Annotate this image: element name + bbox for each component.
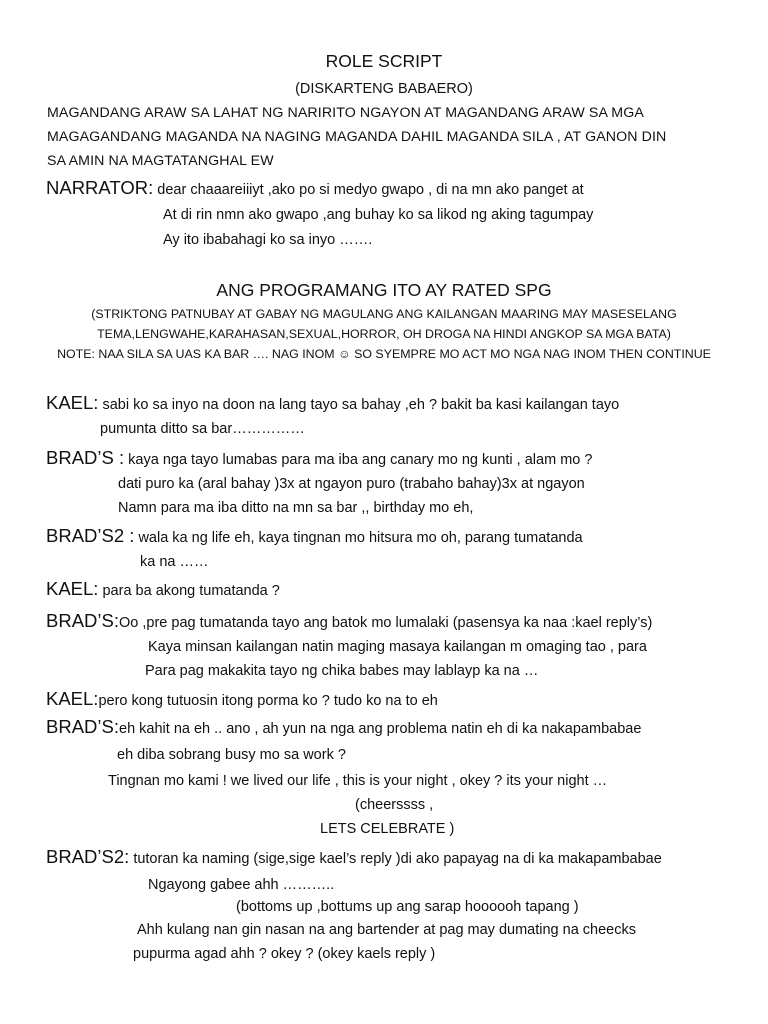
speaker-name: KAEL: (46, 392, 99, 413)
dialogue-line (46, 392, 619, 414)
intro-line-3: SA AMIN NA MAGTATANGHAL EW (47, 153, 274, 169)
dialogue-continuation: Tingnan mo kami ! we lived our life , this is your night , okey ? its your night … (108, 773, 608, 789)
dialogue-line (46, 716, 641, 738)
document-subtitle: (DISKARTENG BABAERO) (295, 81, 473, 97)
dialogue-continuation: eh diba sobrang busy mo sa work ? (117, 747, 346, 763)
dialogue-continuation: Namn para ma iba ditto na mn sa bar ,, birthday mo eh, (118, 500, 474, 516)
dialogue-continuation: Kaya minsan kailangan natin maging masaya kailangan m omaging tao , para (148, 639, 647, 655)
dialogue-text: sabi ko sa inyo na doon na lang tayo sa bahay ,eh ? bakit ba kasi kailangan tayo (102, 397, 620, 413)
stage-direction: (cheerssss , (355, 797, 434, 813)
narrator-continuation: At di rin nmn ako gwapo ,ang buhay ko sa likod ng aking tagumpay (163, 207, 594, 223)
dialogue-continuation: Ahh kulang nan gin nasan na ang bartender at pag may dumating na cheecks (137, 922, 636, 938)
dialogue-line (46, 610, 652, 632)
dialogue-line (46, 525, 583, 547)
speaker-name: BRAD’S2: (46, 846, 130, 867)
dialogue-continuation: pupurma agad ahh ? okey ? (okey kaels reply ) (133, 946, 436, 962)
speaker-name: BRAD’S2 : (46, 525, 135, 546)
stage-direction: (bottoms up ,bottums up ang sarap hoooooh tapang ) (236, 899, 579, 915)
dialogue-text: pero kong tutuosin itong porma ko ? tudo ko na to eh (98, 693, 438, 709)
speaker-name: BRAD’S : (46, 447, 125, 468)
speaker-name: NARRATOR: (46, 177, 154, 198)
dialogue-continuation: Para pag makakita tayo ng chika babes may lablayp ka na … (145, 663, 539, 679)
intro-line-1: MAGANDANG ARAW SA LAHAT NG NARIRITO NGAYON AT MAGANDANG ARAW SA MGA (47, 105, 644, 121)
speaker-name: BRAD’S: (46, 716, 119, 737)
dialogue-continuation: ka na …… (140, 554, 209, 570)
intro-line-2: MAGAGANDANG MAGANDA NA NAGING MAGANDA DAHIL MAGANDA SILA , AT GANON DIN (47, 129, 667, 145)
stage-direction: LETS CELEBRATE ) (320, 821, 455, 837)
speaker-name: BRAD’S: (46, 610, 119, 631)
document-title: ROLE SCRIPT (325, 51, 443, 71)
dialogue-text: para ba akong tumatanda ? (102, 583, 280, 599)
dialogue-continuation: Ngayong gabee ahh ……….. (148, 877, 335, 893)
narrator-continuation: Ay ito ibabahagi ko sa inyo ……. (163, 232, 373, 248)
dialogue-continuation: dati puro ka (aral bahay )3x at ngayon puro (trabaho bahay)3x at ngayon (118, 476, 585, 492)
dialogue-text: tutoran ka naming (sige,sige kael’s reply )di ako papayag na di ka makapambabae (133, 851, 662, 867)
dialogue-line (46, 846, 662, 868)
rating-heading: ANG PROGRAMANG ITO AY RATED SPG (216, 280, 552, 300)
narrator-line (46, 177, 584, 199)
rating-description: (STRIKTONG PATNUBAY AT GABAY NG MAGULANG ANG KAILANGAN MAARING MAY MASESELANG (91, 307, 677, 321)
rating-description: TEMA,LENGWAHE,KARAHASAN,SEXUAL,HORROR, OH DROGA NA HINDI ANGKOP SA MGA BATA) (97, 327, 671, 341)
dialogue-line (46, 578, 280, 600)
stage-note: NOTE: NAA SILA SA UAS KA BAR …. NAG INOM ☺ SO SYEMPRE MO ACT MO NGA NAG INOM THEN CONTINUE (57, 347, 711, 361)
dialogue-line (46, 688, 438, 710)
dialogue-continuation: pumunta ditto sa bar…………… (100, 421, 305, 437)
dialogue-text: wala ka ng life eh, kaya tingnan mo hitsura mo oh, parang tumatanda (138, 530, 583, 546)
dialogue-text: Oo ,pre pag tumatanda tayo ang batok mo lumalaki (pasensya ka naa :kael reply’s) (119, 615, 653, 631)
speaker-name: KAEL: (46, 688, 99, 709)
dialogue-text: eh kahit na eh .. ano , ah yun na nga ang problema natin eh di ka nakapambabae (119, 721, 642, 737)
speaker-name: KAEL: (46, 578, 99, 599)
dialogue-text: kaya nga tayo lumabas para ma iba ang canary mo ng kunti , alam mo ? (128, 452, 593, 468)
dialogue-line (46, 447, 592, 469)
dialogue-text: dear chaaareiiiyt ,ako po si medyo gwapo , di na mn ako panget at (157, 182, 584, 198)
